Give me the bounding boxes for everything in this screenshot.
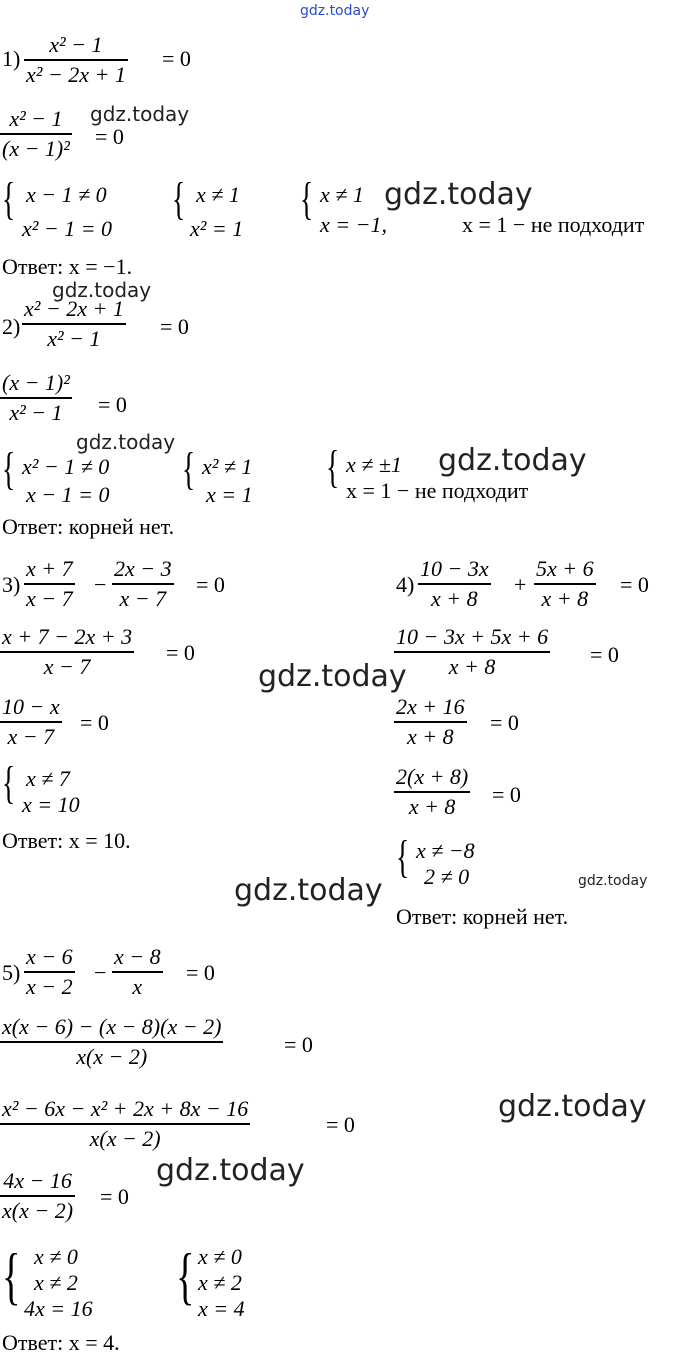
fraction-bar <box>112 583 174 585</box>
denominator: (x − 1)² <box>2 135 70 161</box>
p1-system-3-line-1: x ≠ 1 <box>320 182 364 207</box>
p1-system-1-line-2: x² − 1 = 0 <box>22 216 113 241</box>
denominator: x(x − 2) <box>76 1043 148 1069</box>
denominator: x + 8 <box>448 653 496 679</box>
p1-fraction-1 <box>24 32 128 88</box>
system-brace: { <box>2 757 16 808</box>
p2-system-3-line-1: x ≠ ±1 <box>346 452 402 477</box>
fraction-bar <box>0 133 72 135</box>
denominator: x(x − 2) <box>89 1125 161 1151</box>
p5-fraction-c <box>0 1014 223 1070</box>
fraction-bar <box>0 397 72 399</box>
fraction-bar <box>24 59 128 61</box>
fraction-bar <box>394 651 550 653</box>
denominator: x <box>132 973 143 999</box>
minus-sign: − <box>94 960 107 985</box>
numerator: x² − 6x − x² + 2x + 8x − 16 <box>2 1096 249 1121</box>
numerator: x² − 1 <box>49 32 103 57</box>
fraction-bar <box>0 1195 75 1197</box>
minus-sign: − <box>94 572 107 597</box>
p1-answer: Ответ: x = −1. <box>2 254 133 279</box>
fraction-bar <box>22 323 126 325</box>
system-brace: { <box>172 173 186 224</box>
numerator: x² − 1 <box>9 106 63 131</box>
p1-label: 1) <box>2 46 21 71</box>
equals-zero: = 0 <box>186 960 215 985</box>
denominator: x − 7 <box>7 723 55 749</box>
numerator: 10 − 3x + 5x + 6 <box>396 624 549 649</box>
equals-zero: = 0 <box>95 124 124 149</box>
watermark: gdz.today <box>438 443 587 478</box>
p5-fraction-e <box>0 1168 75 1224</box>
p1-fraction-2 <box>0 106 72 162</box>
p1-note: x = 1 − не подходит <box>462 212 645 237</box>
system-brace: { <box>326 441 340 492</box>
p4-fraction-e <box>394 764 470 820</box>
fraction-bar <box>534 583 596 585</box>
numerator: 10 − 3x <box>420 556 489 581</box>
watermark: gdz.today <box>76 430 176 454</box>
p1-system-2-line-1: x ≠ 1 <box>196 182 240 207</box>
denominator: x² − 1 <box>47 325 101 351</box>
watermark: gdz.today <box>52 278 152 302</box>
system-brace: { <box>176 1240 195 1311</box>
p4-fraction-b <box>534 556 596 612</box>
equals-zero: = 0 <box>490 710 519 735</box>
numerator: x + 7 <box>26 556 73 581</box>
p5-system-1-line-2: x ≠ 2 <box>34 1270 78 1295</box>
watermark-top: gdz.today <box>300 3 370 19</box>
numerator: 2x + 16 <box>396 694 465 719</box>
p4-answer: Ответ: корней нет. <box>396 904 569 929</box>
denominator: x + 8 <box>541 585 589 611</box>
numerator: x(x − 6) − (x − 8)(x − 2) <box>2 1014 222 1039</box>
p5-system-2-line-1: x ≠ 0 <box>198 1244 242 1269</box>
watermark: gdz.today <box>498 1089 647 1124</box>
p2-system-1-line-2: x − 1 = 0 <box>26 482 110 507</box>
numerator: (x − 1)² <box>2 370 70 395</box>
p1-system-2-line-2: x² = 1 <box>190 216 244 241</box>
watermark: gdz.today <box>90 102 190 126</box>
p3-system-line-2: x = 10 <box>22 792 80 817</box>
equals-zero: = 0 <box>590 642 619 667</box>
p2-system-2-line-2: x = 1 <box>206 482 253 507</box>
denominator: x(x − 2) <box>2 1197 74 1223</box>
numerator: x − 8 <box>114 944 161 969</box>
watermark: gdz.today <box>156 1153 305 1188</box>
fraction-bar <box>0 721 62 723</box>
p4-label: 4) <box>396 572 415 597</box>
denominator: x − 7 <box>119 585 167 611</box>
p1-system-3-line-2: x = −1, <box>320 212 387 237</box>
p5-fraction-b <box>112 944 163 1000</box>
p5-fraction-a <box>24 944 75 1000</box>
fraction-bar <box>0 1123 250 1125</box>
denominator: x − 2 <box>26 973 73 999</box>
numerator: x + 7 − 2x + 3 <box>2 624 133 649</box>
system-brace: { <box>2 173 16 224</box>
p5-system-2-line-2: x ≠ 2 <box>198 1270 242 1295</box>
p5-system-1-line-1: x ≠ 0 <box>34 1244 78 1269</box>
watermark: gdz.today <box>578 873 648 889</box>
p5-system-1-line-3: 4x = 16 <box>24 1296 93 1321</box>
equals-zero: = 0 <box>100 1184 129 1209</box>
p2-label: 2) <box>2 314 21 339</box>
equals-zero: = 0 <box>620 572 649 597</box>
fraction-bar <box>394 791 470 793</box>
equals-zero: = 0 <box>166 640 195 665</box>
equals-zero: = 0 <box>492 782 521 807</box>
p2-answer: Ответ: корней нет. <box>2 514 175 539</box>
numerator: 4x − 16 <box>3 1168 72 1193</box>
system-brace: { <box>2 443 16 494</box>
p3-system-line-1: x ≠ 7 <box>26 766 70 791</box>
numerator: 2x − 3 <box>114 556 172 581</box>
denominator: x − 7 <box>26 585 73 611</box>
p2-fraction-1 <box>22 296 126 352</box>
watermark: gdz.today <box>384 177 533 212</box>
fraction-bar <box>418 583 491 585</box>
watermark: gdz.today <box>234 873 383 908</box>
fraction-bar <box>0 1041 223 1043</box>
equals-zero: = 0 <box>196 572 225 597</box>
fraction-bar <box>0 651 134 653</box>
p5-fraction-d <box>0 1096 250 1152</box>
p3-fraction-b <box>112 556 174 612</box>
p3-fraction-d <box>0 694 62 750</box>
p1-system-1-line-1: x − 1 ≠ 0 <box>26 182 107 207</box>
system-brace: { <box>182 443 196 494</box>
plus-sign: + <box>514 572 527 597</box>
fraction-bar <box>112 971 163 973</box>
p3-label: 3) <box>2 572 21 597</box>
equals-zero: = 0 <box>326 1112 355 1137</box>
p4-fraction-a <box>418 556 491 612</box>
p2-fraction-2 <box>0 370 72 426</box>
equals-zero: = 0 <box>80 710 109 735</box>
denominator: x² − 2x + 1 <box>26 61 126 87</box>
denominator: x − 7 <box>43 653 91 679</box>
numerator: 2(x + 8) <box>396 764 469 789</box>
p5-system-2-line-3: x = 4 <box>198 1296 245 1321</box>
numerator: x − 6 <box>26 944 73 969</box>
numerator: x² − 2x + 1 <box>24 296 124 321</box>
p3-answer: Ответ: x = 10. <box>2 828 131 853</box>
system-brace: { <box>2 1240 21 1311</box>
fraction-bar <box>24 583 75 585</box>
p4-fraction-d <box>394 694 467 750</box>
p4-system-line-2: 2 ≠ 0 <box>424 864 470 889</box>
equals-zero: = 0 <box>284 1032 313 1057</box>
equals-zero: = 0 <box>98 392 127 417</box>
denominator: x + 8 <box>407 723 454 749</box>
denominator: x + 8 <box>408 793 456 819</box>
denominator: x² − 1 <box>9 399 63 425</box>
fraction-bar <box>394 721 467 723</box>
numerator: 5x + 6 <box>536 556 594 581</box>
p3-fraction-a <box>24 556 75 612</box>
p2-system-2-line-1: x² ≠ 1 <box>202 454 253 479</box>
p2-system-3-line-2: x = 1 − не подходит <box>346 478 529 503</box>
p4-fraction-c <box>394 624 550 680</box>
system-brace: { <box>300 173 314 224</box>
p5-answer: Ответ: x = 4. <box>2 1330 120 1355</box>
p5-label: 5) <box>2 960 21 985</box>
watermark: gdz.today <box>258 659 407 694</box>
equals-zero: = 0 <box>160 314 189 339</box>
numerator: 10 − x <box>2 694 60 719</box>
p2-system-1-line-1: x² − 1 ≠ 0 <box>22 454 110 479</box>
fraction-bar <box>24 971 75 973</box>
equals-zero: = 0 <box>162 46 191 71</box>
system-brace: { <box>396 831 410 882</box>
denominator: x + 8 <box>431 585 478 611</box>
p4-system-line-1: x ≠ −8 <box>416 838 475 863</box>
p3-fraction-c <box>0 624 134 680</box>
